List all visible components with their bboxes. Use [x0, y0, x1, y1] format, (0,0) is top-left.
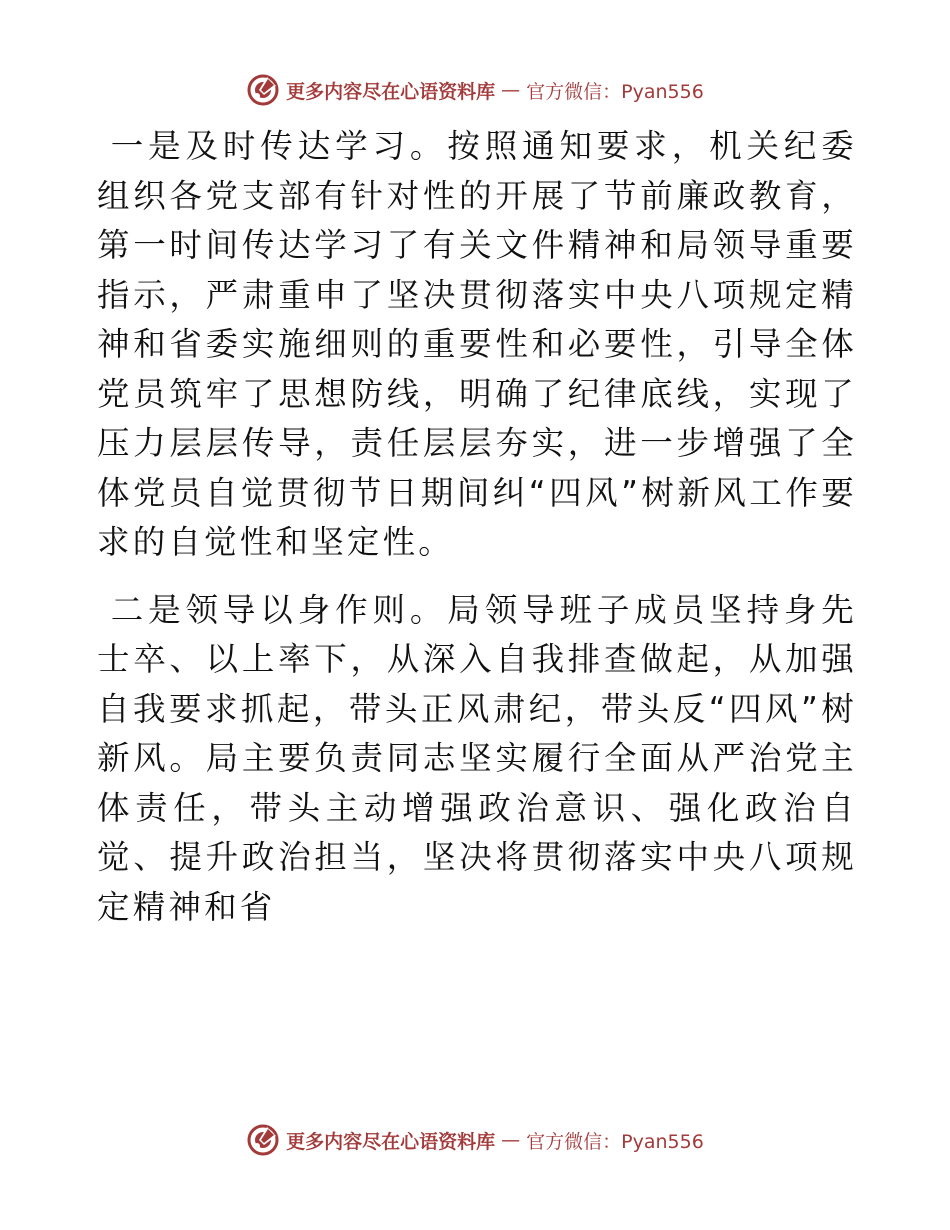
- paragraph-1-text: 一是及时传达学习。按照通知要求，机关纪委组织各党支部有针对性的开展了节前廉政教育，第一时间传达学习了有关文件精神和局领导重要指示，严肃重申了坚决贯彻落实中央八项规定精神和省委实施细则的重要性和必要性，引导全体党员筑牢了思想防线，明确了纪律底线，实现了压力层层传导，责任层层夯实，进一步增强了全体党员自觉贯彻节日期间纠“四风”树新风工作要求的自觉性和坚定性。: [97, 127, 857, 561]
- paragraph-1: [97, 122, 857, 568]
- document-body: [97, 122, 857, 932]
- header-banner-content: [246, 73, 704, 107]
- quill-seal-logo-icon: [246, 73, 280, 107]
- footer-banner-content: [246, 1123, 704, 1157]
- paragraph-2-text: 二是领导以身作则。局领导班子成员坚持身先士卒、以上率下，从深入自我排查做起，从加强自我要求抓起，带头正风肃纪，带头反“四风”树新风。局主要负责同志坚实履行全面从严治党主体责任，带头主动增强政治意识、强化政治自觉、提升政治担当，坚决将贯彻落实中央八项规定精神和省: [97, 590, 857, 926]
- footer-banner-separator: —: [501, 1129, 521, 1151]
- quill-seal-logo-icon: [246, 1123, 280, 1157]
- header-banner-separator: —: [501, 79, 521, 101]
- header-banner-sub-text: 官方微信：Pyan556: [526, 80, 704, 103]
- footer-banner-sub-text: 官方微信：Pyan556: [526, 1130, 704, 1153]
- footer-banner-main-text: 更多内容尽在心语资料库: [286, 1130, 496, 1153]
- footer-watermark-banner: [0, 1120, 950, 1160]
- paragraph-2: [97, 586, 857, 933]
- header-watermark-banner: [0, 70, 950, 110]
- header-banner-main-text: 更多内容尽在心语资料库: [286, 80, 496, 103]
